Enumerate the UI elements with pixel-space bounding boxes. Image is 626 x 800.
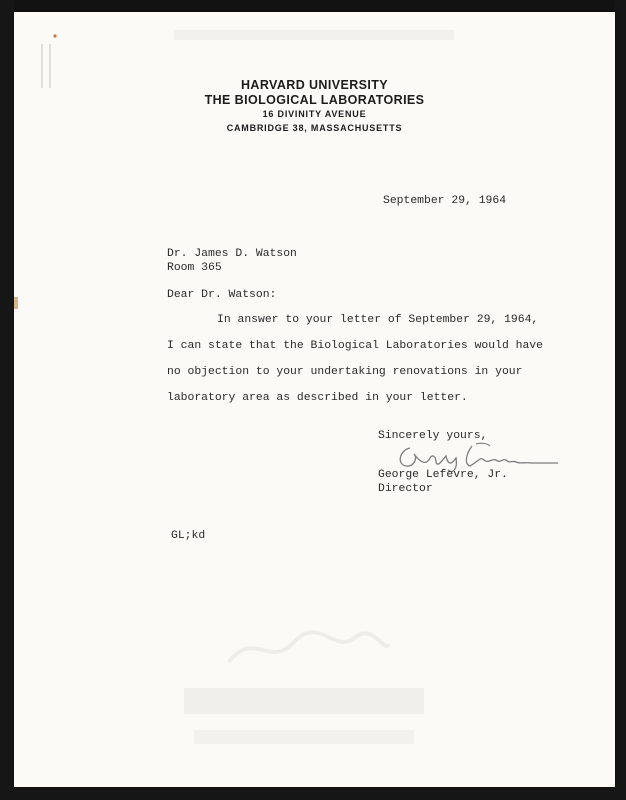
edge-speck: [14, 297, 20, 311]
letter-date: September 29, 1964: [383, 195, 507, 207]
closing: Sincerely yours,: [378, 430, 488, 442]
bleed-through-flourish: [224, 624, 394, 674]
body-line: no objection to your undertaking renovations in your: [167, 366, 523, 378]
body-line: In answer to your letter of September 29, 1964,: [217, 314, 539, 326]
letterhead-institution: HARVARD UNIVERSITY: [240, 78, 389, 92]
recipient-name: Dr. James D. Watson: [167, 248, 297, 260]
bleed-through-block: [174, 680, 434, 760]
signer-name: George Lefevre, Jr.: [378, 469, 508, 481]
signer-title: Director: [378, 483, 433, 495]
letterhead-department: THE BIOLOGICAL LABORATORIES: [204, 93, 425, 107]
scan-edge: [14, 0, 615, 12]
body-line: laboratory area as described in your letter.: [167, 392, 468, 404]
letterhead-street: 16 DIVINITY AVENUE: [262, 109, 367, 119]
letterhead-city: CAMBRIDGE 38, MASSACHUSETTS: [226, 123, 403, 133]
salutation: Dear Dr. Watson:: [167, 289, 277, 301]
letter-page: [14, 12, 615, 787]
recipient-room: Room 365: [167, 262, 222, 274]
reference-initials: GL;kd: [171, 530, 206, 542]
body-line: I can state that the Biological Laboratories would have: [167, 340, 543, 352]
bleed-through-mark: [164, 20, 464, 48]
